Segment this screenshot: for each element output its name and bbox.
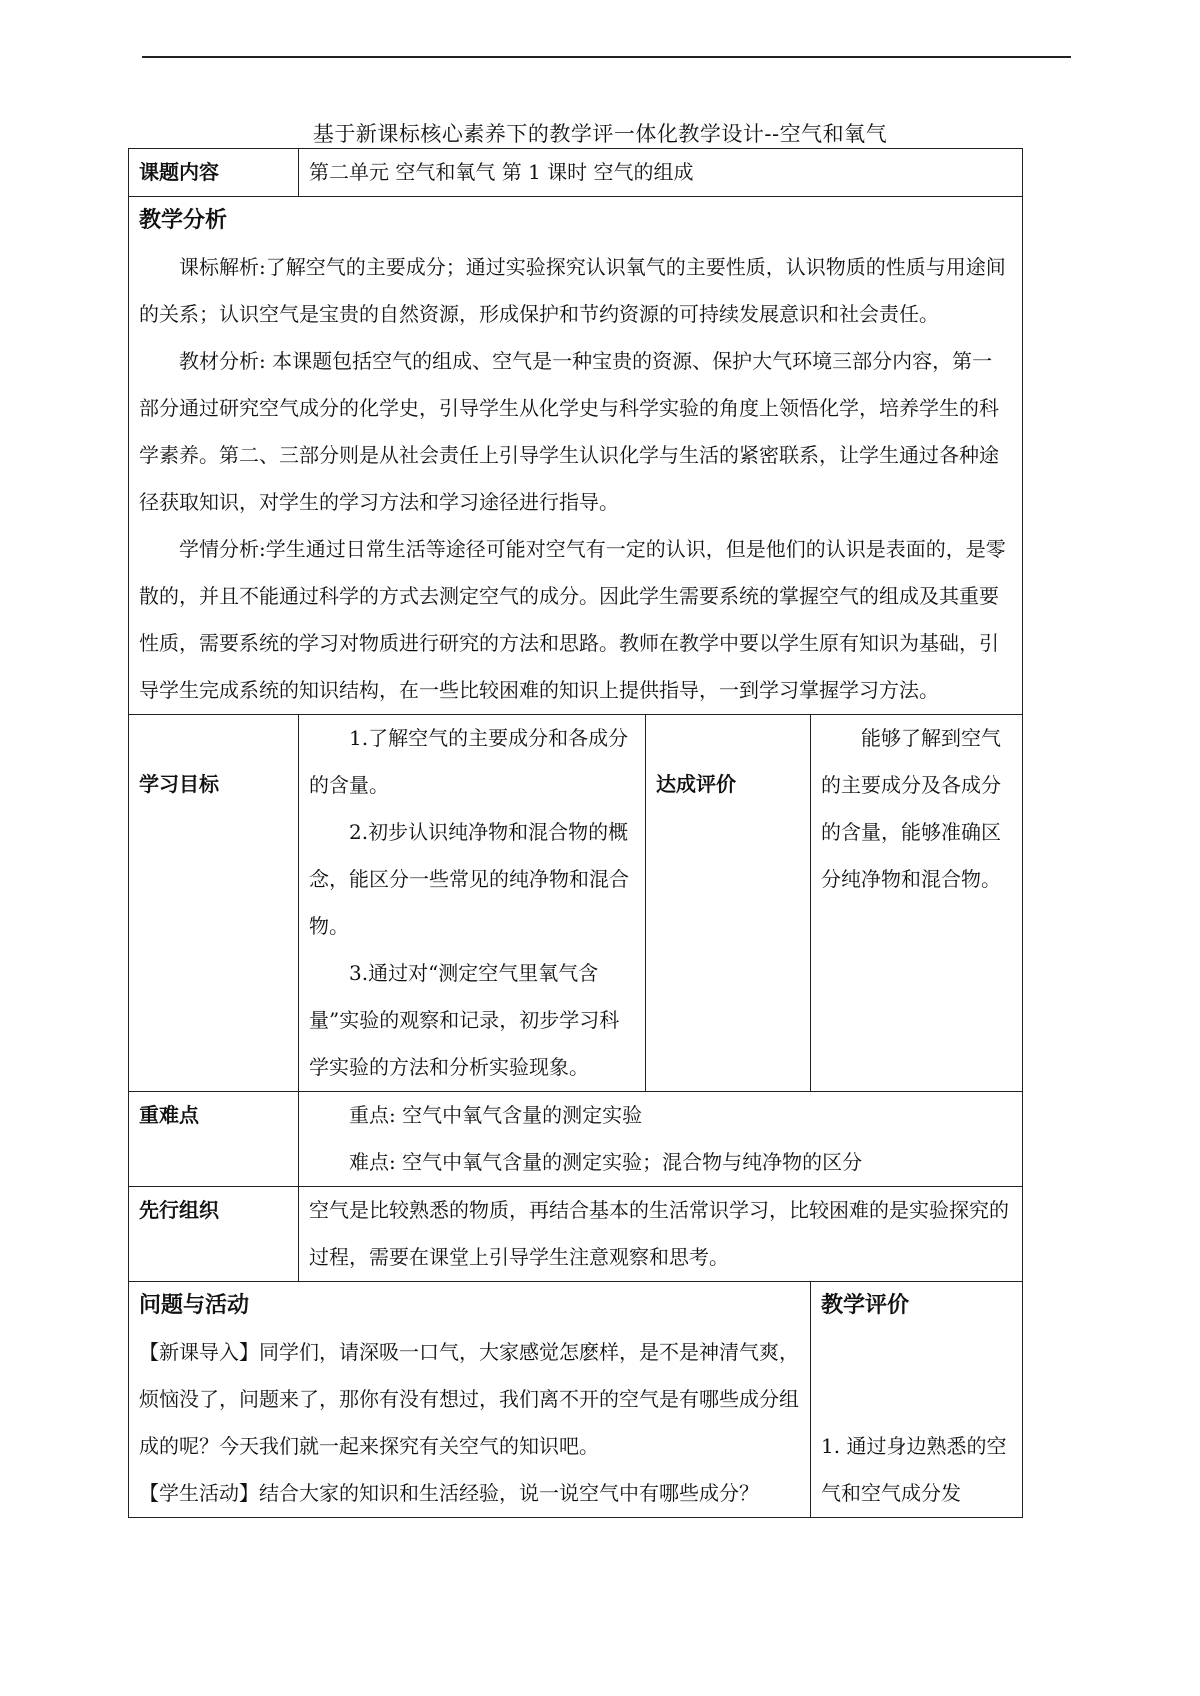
goal-item: 1.了解空气的主要成分和各成分的含量。 xyxy=(309,726,629,797)
lesson-plan-table xyxy=(128,148,1023,1518)
topic-value: 第二单元 空气和氧气 第 1 课时 空气的组成 xyxy=(299,149,1023,197)
evaluation-label: 达成评价 xyxy=(646,715,811,1092)
document-title: 基于新课标核心素养下的教学评一体化教学设计--空气和氧气 xyxy=(312,122,888,146)
key-point: 重点: 空气中氧气含量的测定实验 xyxy=(349,1103,643,1127)
analysis-paragraph: 教材分析: 本课题包括空气的组成、空气是一种宝贵的资源、保护大气环境三部分内容，第一部分通过研究空气成分的化学史，引导学生从化学史与科学实验的角度上领悟化学，培养学生的科学素养。第二、三部分则是从社会责任上引导学生认识化学与生活的紧密联系，让学生通过各种途径获取知识，对学生的学习方法和学习途径进行指导。 xyxy=(139,349,999,514)
teaching-evaluation-label: 教学评价 xyxy=(821,1293,910,1318)
goal-item: 2.初步认识纯净物和混合物的概念，能区分一些常见的纯净物和混合物。 xyxy=(309,820,629,938)
evaluation-cell xyxy=(811,715,1023,1092)
activities-intro: 【新课导入】同学们，请深吸一口气，大家感觉怎麽样，是不是神清气爽，烦恼没了，问题来了，那你有没有想过，我们离不开的空气是有哪些成分组成的呢？今天我们就一起来探究有关空气的知识吧。 xyxy=(139,1340,799,1458)
key-points-label: 重难点 xyxy=(129,1092,299,1187)
key-points-cell xyxy=(299,1092,1023,1187)
activities-student: 【学生活动】结合大家的知识和生活经验，说一说空气中有哪些成分？ xyxy=(139,1481,759,1505)
activities-label: 问题与活动 xyxy=(139,1293,250,1318)
advance-organizer-row xyxy=(129,1187,1023,1282)
teaching-evaluation-text: 1. 通过身边熟悉的空气和空气成分发 xyxy=(821,1434,1007,1505)
topic-row xyxy=(129,149,1023,197)
teaching-evaluation-cell xyxy=(811,1282,1023,1518)
goals-label: 学习目标 xyxy=(129,715,299,1092)
analysis-paragraph: 课标解析:了解空气的主要成分；通过实验探究认识氧气的主要性质，认识物质的性质与用途间的关系；认识空气是宝贵的自然资源，形成保护和节约资源的可持续发展意识和社会责任。 xyxy=(139,255,1006,326)
header-rule xyxy=(142,56,1071,58)
difficulty-point: 难点: 空气中氧气含量的测定实验；混合物与纯净物的区分 xyxy=(349,1150,863,1174)
goals-row xyxy=(129,715,1023,1092)
analysis-label: 教学分析 xyxy=(139,208,228,233)
analysis-cell xyxy=(129,197,1023,715)
evaluation-text: 能够了解到空气的主要成分及各成分的含量，能够准确区分纯净物和混合物。 xyxy=(821,726,1001,891)
key-points-row xyxy=(129,1092,1023,1187)
goals-cell xyxy=(299,715,646,1092)
topic-label: 课题内容 xyxy=(129,149,299,197)
spacer xyxy=(821,1329,1012,1423)
analysis-row xyxy=(129,197,1023,715)
advance-organizer-label: 先行组织 xyxy=(129,1187,299,1282)
goal-item: 3.通过对“测定空气里氧气含量”实验的观察和记录，初步学习科学实验的方法和分析实验现象。 xyxy=(309,961,620,1079)
activities-row xyxy=(129,1282,1023,1518)
advance-organizer-text: 空气是比较熟悉的物质，再结合基本的生活常识学习，比较困难的是实验探究的过程，需要在课堂上引导学生注意观察和思考。 xyxy=(299,1187,1023,1282)
analysis-paragraph: 学情分析:学生通过日常生活等途径可能对空气有一定的认识，但是他们的认识是表面的，是零散的，并且不能通过科学的方式去测定空气的成分。因此学生需要系统的掌握空气的组成及其重要性质，需要系统的学习对物质进行研究的方法和思路。教师在教学中要以学生原有知识为基础，引导学生完成系统的知识结构，在一些比较困难的知识上提供指导，一到学习掌握学习方法。 xyxy=(139,537,1006,702)
activities-cell xyxy=(129,1282,811,1518)
